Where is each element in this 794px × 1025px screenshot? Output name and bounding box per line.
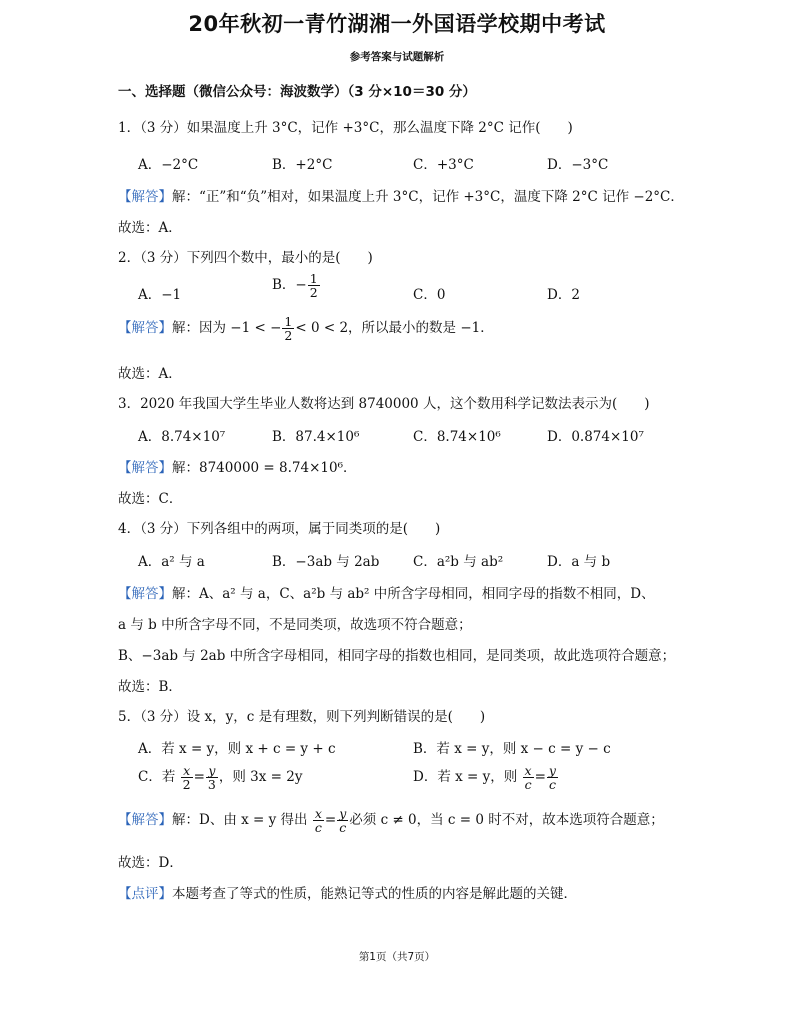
- q3-solution: 解：8740000 = 8.74×10⁶．: [172, 460, 357, 476]
- page-footer: 第1页（共7页）: [358, 951, 436, 963]
- q4-solution-line-2: a 与 b 中所含字母不同，不是同类项，故选项不符合题意；: [118, 617, 472, 633]
- q3-choice: 故选：C．: [118, 491, 183, 507]
- q1-solution: 解：“正”和“负”相对，如果温度上升 3°C，记作 +3°C，温度下降 2°C 记作 −2°C．: [172, 189, 684, 205]
- q2-solution-line: [118, 315, 494, 342]
- q5-solution-line: 【解答】解：D、由 x = y 得出 $\frac{x}{c}$ = $\frac{y}{c}$ 必须 c ≠ 0，当 c = 0 时不对，故本选项符合题意；: [118, 806, 664, 836]
- q4-option-d: D．a 与 b: [547, 554, 611, 570]
- q2-option-b-label: B．−: [272, 277, 307, 294]
- q1-solution-line: [118, 185, 684, 205]
- q2-choice: 故选：A．: [118, 366, 182, 382]
- q2-option-b: [272, 272, 321, 299]
- q3-stem: 3．2020 年我国大学生毕业人数将达到 8740000 人，这个数用科学记数法表示为( ): [118, 396, 650, 412]
- q5-comment-line: [118, 882, 577, 902]
- q5-choice: 故选：D．: [118, 855, 183, 871]
- q5-option-c-fraction-left: $\frac{x}{2}$: [182, 763, 191, 793]
- q1-stem: 1．（3 分）如果温度上升 3°C，记作 +3°C，那么温度下降 2°C 记作( ): [118, 120, 573, 136]
- q4-choice: 故选：B．: [118, 679, 182, 695]
- q5-solution-fraction-left: $\frac{x}{c}$: [314, 806, 322, 836]
- q5-stem: 5．（3 分）设 x，y，c 是有理数，则下列判断错误的是( ): [118, 709, 486, 725]
- q1-choice: 故选：A．: [118, 220, 182, 236]
- q5-option-c-pre: C．若: [138, 769, 176, 786]
- q2-stem: 2．（3 分）下列四个数中，最小的是( ): [118, 250, 373, 266]
- q5-solution-fraction-right: $\frac{y}{c}$: [339, 806, 347, 836]
- q4-solution-1: 解：A、a² 与 a，C、a²b 与 ab² 中所含字母相同，相同字母的指数不相同，D、: [172, 586, 655, 602]
- q4-solution-line-3: B、−3ab 与 2ab 中所含字母相同，相同字母的指数也相同，是同类项，故此选项符合题意；: [118, 648, 676, 664]
- q4-option-c: C．a²b 与 ab²: [413, 554, 504, 570]
- q5-solution-post: 必须 c ≠ 0，当 c = 0 时不对，故本选项符合题意；: [349, 812, 664, 829]
- q4-stem: 4．（3 分）下列各组中的两项，属于同类项的是( ): [118, 521, 441, 537]
- q5-solution-pre: 解：D、由 x = y 得出: [172, 812, 308, 829]
- q5-option-a: A．若 x = y，则 x + c = y + c: [138, 741, 336, 757]
- answer-tag: 【解答】: [118, 460, 172, 476]
- answer-tag: 【解答】: [118, 812, 172, 829]
- answer-tag: 【解答】: [118, 320, 172, 337]
- q3-solution-line: [118, 456, 356, 476]
- q3-option-d: D．0.874×10⁷: [547, 429, 644, 445]
- q2-option-a: A．−1: [138, 287, 182, 303]
- q1-option-b: B．+2°C: [272, 157, 333, 173]
- q5-option-b: B．若 x = y，则 x − c = y − c: [413, 741, 611, 757]
- q1-option-c: C．+3°C: [413, 157, 474, 173]
- q2-option-b-fraction: $\frac{1}{2}$: [309, 271, 318, 301]
- q3-option-c: C．8.74×10⁶: [413, 429, 501, 445]
- q2-option-d: D．2: [547, 287, 580, 303]
- q5-option-d-fraction-right: $\frac{y}{c}$: [548, 763, 556, 793]
- q5-comment: 本题考查了等式的性质，能熟记等式的性质的内容是解此题的关键．: [172, 886, 577, 902]
- q3-option-b: B．87.4×10⁶: [272, 429, 360, 445]
- q3-option-a: A．8.74×10⁷: [138, 429, 226, 445]
- section-heading: 一、选择题（微信公众号：海波数学）（3 分×10＝30 分）: [118, 84, 476, 100]
- q5-option-c: C．若 $\frac{x}{2}$ = $\frac{y}{3}$ ，则 3x = 2y: [138, 763, 303, 793]
- q5-option-c-fraction-right: $\frac{y}{3}$: [207, 763, 216, 793]
- q5-option-d-fraction-left: $\frac{x}{c}$: [524, 763, 532, 793]
- answer-tag: 【解答】: [118, 189, 172, 205]
- q2-solution-post: < 0 < 2，所以最小的数是 −1．: [295, 320, 494, 337]
- page-subtitle: 参考答案与试题解析: [349, 51, 445, 63]
- comment-tag: 【点评】: [118, 886, 172, 902]
- q1-option-d: D．−3°C: [547, 157, 609, 173]
- q4-solution-line-1: [118, 582, 655, 602]
- q4-option-a: A．a² 与 a: [138, 554, 205, 570]
- q5-option-d-pre: D．若 x = y，则: [413, 769, 518, 786]
- q4-option-b: B．−3ab 与 2ab: [272, 554, 380, 570]
- q1-option-a: A．−2°C: [138, 157, 199, 173]
- q2-solution-fraction: $\frac{1}{2}$: [284, 314, 293, 344]
- page-title: 20年秋初一青竹湖湘一外国语学校期中考试: [188, 12, 606, 36]
- q5-option-d: D．若 x = y，则 $\frac{x}{c}$ = $\frac{y}{c}$: [413, 763, 556, 793]
- q5-option-c-post: ，则 3x = 2y: [218, 769, 303, 786]
- q2-option-c: C．0: [413, 287, 446, 303]
- answer-tag: 【解答】: [118, 586, 172, 602]
- q2-solution-pre: 解：因为 −1 < −: [172, 320, 282, 337]
